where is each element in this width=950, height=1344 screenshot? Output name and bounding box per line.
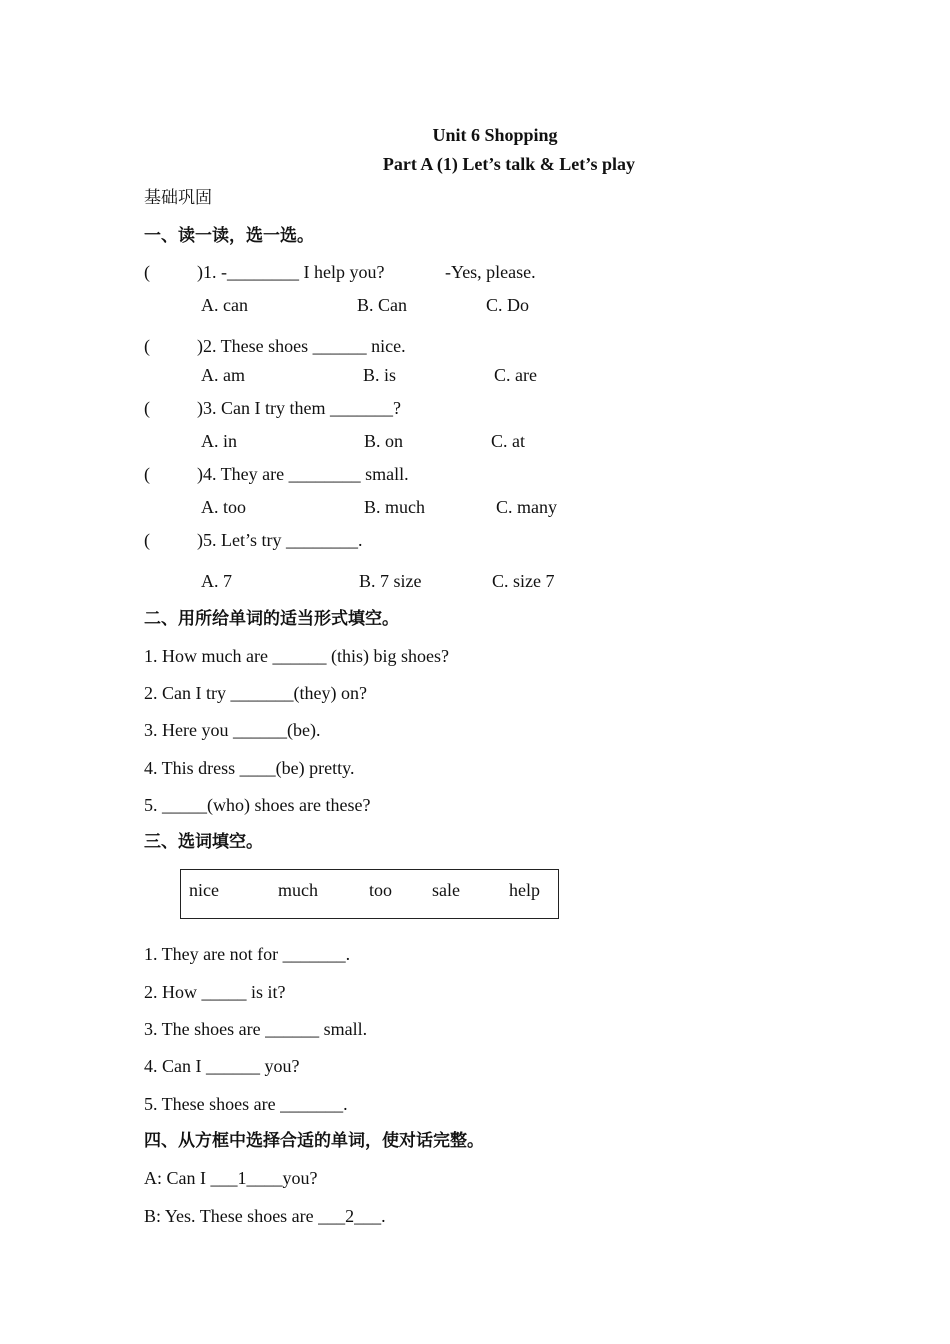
answer-paren: (: [144, 530, 150, 550]
answer-paren: (: [144, 336, 150, 356]
answer-paren: (: [144, 398, 150, 418]
section-label: 基础巩固: [144, 188, 212, 208]
option-b: B. Can: [357, 295, 408, 315]
word-bank-word: help: [509, 880, 540, 900]
part-title: Part A (1) Let’s talk & Let’s play: [382, 154, 636, 174]
answer-paren: (: [144, 464, 150, 484]
fill-item-2: 2. Can I try _______(they) on?: [144, 683, 367, 703]
option-c: C. size 7: [492, 571, 555, 591]
option-a: A. in: [201, 431, 237, 451]
choose-item-5: 5. These shoes are _______.: [144, 1094, 348, 1114]
choose-item-2: 2. How _____ is it?: [144, 982, 286, 1002]
question-extra: -Yes, please.: [445, 262, 536, 282]
option-b: B. is: [363, 365, 397, 385]
option-a: A. 7: [201, 571, 232, 591]
choose-item-1: 1. They are not for _______.: [144, 944, 351, 964]
option-b: B. much: [364, 497, 425, 517]
choose-item-4: 4. Can I ______ you?: [144, 1056, 300, 1076]
answer-paren: (: [144, 262, 150, 282]
dialogue-line-b: B: Yes. These shoes are ___2___.: [144, 1206, 386, 1226]
fill-item-4: 4. This dress ____(be) pretty.: [144, 758, 355, 778]
word-bank-word: sale: [432, 880, 460, 900]
option-c: C. many: [496, 497, 557, 517]
option-b: B. on: [364, 431, 404, 451]
fill-item-1: 1. How much are ______ (this) big shoes?: [144, 646, 449, 666]
section3-heading: 三、选词填空。: [144, 832, 263, 852]
fill-item-5: 5. _____(who) shoes are these?: [144, 795, 371, 815]
option-b: B. 7 size: [359, 571, 422, 591]
option-a: A. too: [201, 497, 246, 517]
question-stem: )3. Can I try them _______?: [197, 398, 401, 418]
section2-heading: 二、用所给单词的适当形式填空。: [144, 609, 399, 629]
word-bank-word: nice: [189, 880, 219, 900]
section4-heading: 四、从方框中选择合适的单词，使对话完整。: [144, 1131, 484, 1151]
question-stem: )1. -________ I help you?: [197, 262, 385, 282]
option-c: C. are: [494, 365, 537, 385]
word-bank-word: much: [278, 880, 318, 900]
choose-item-3: 3. The shoes are ______ small.: [144, 1019, 368, 1039]
word-bank-box: [180, 869, 559, 919]
question-stem: )5. Let’s try ________.: [197, 530, 363, 550]
option-c: C. at: [491, 431, 525, 451]
question-stem: )2. These shoes ______ nice.: [197, 336, 406, 356]
section1-heading: 一、读一读，选一选。: [144, 226, 314, 246]
dialogue-line-a: A: Can I ___1____you?: [144, 1168, 318, 1188]
question-stem: )4. They are ________ small.: [197, 464, 409, 484]
option-c: C. Do: [486, 295, 530, 315]
unit-title: Unit 6 Shopping: [432, 125, 558, 145]
word-bank-word: too: [369, 880, 393, 900]
fill-item-3: 3. Here you ______(be).: [144, 720, 321, 740]
option-a: A. can: [201, 295, 248, 315]
option-a: A. am: [201, 365, 245, 385]
